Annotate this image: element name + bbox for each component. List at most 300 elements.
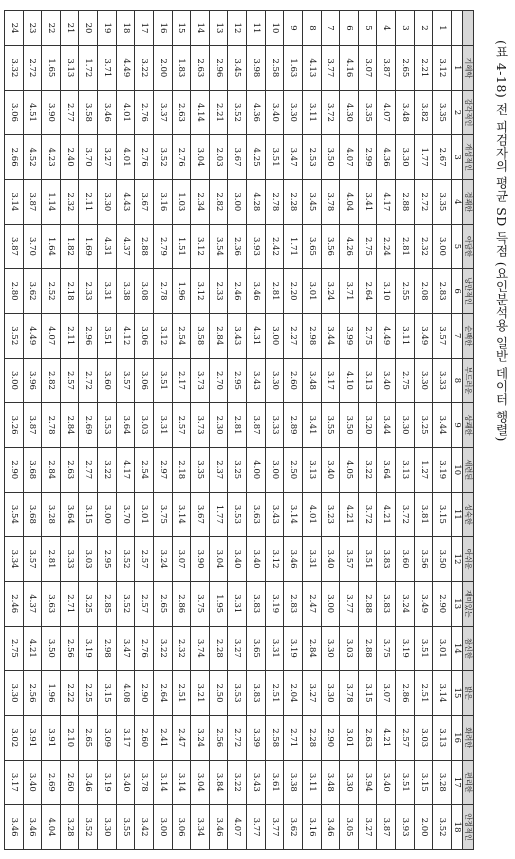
score-cell: 2.88 — [396, 179, 415, 224]
score-cell: 2.72 — [23, 46, 42, 91]
score-cell: 2.84 — [60, 403, 79, 448]
column-number: 15 — [452, 671, 463, 716]
score-cell: 2.84 — [42, 447, 61, 492]
score-cell: 3.77 — [321, 46, 340, 91]
score-cell: 3.50 — [321, 135, 340, 180]
score-cell: 2.52 — [42, 269, 61, 314]
score-cell: 2.51 — [414, 671, 433, 716]
score-cell: 2.58 — [265, 46, 284, 91]
column-label: 아담한 — [463, 224, 474, 269]
score-cell: 3.04 — [209, 537, 228, 582]
score-cell: 3.06 — [172, 805, 191, 850]
score-cell: 3.31 — [154, 403, 173, 448]
score-cell: 2.96 — [209, 46, 228, 91]
score-cell: 3.65 — [303, 224, 322, 269]
score-cell: 2.18 — [60, 269, 79, 314]
score-cell: 2.85 — [98, 581, 117, 626]
score-cell: 3.82 — [414, 90, 433, 135]
column-label: 안정적인 — [463, 805, 474, 850]
score-cell: 3.06 — [135, 313, 154, 358]
score-cell: 3.44 — [377, 403, 396, 448]
score-cell: 3.54 — [5, 492, 24, 537]
score-cell: 3.30 — [5, 671, 24, 716]
score-cell: 2.95 — [98, 537, 117, 582]
column-number: 2 — [452, 90, 463, 135]
score-cell: 3.28 — [60, 805, 79, 850]
score-cell: 2.63 — [191, 46, 210, 91]
score-cell: 3.03 — [414, 715, 433, 760]
column-number: 11 — [452, 492, 463, 537]
score-cell: 3.72 — [321, 90, 340, 135]
score-cell: 3.33 — [265, 403, 284, 448]
score-cell: 3.50 — [340, 403, 359, 448]
score-cell: 2.36 — [228, 224, 247, 269]
score-cell: 3.00 — [228, 179, 247, 224]
score-cell: 3.22 — [98, 447, 117, 492]
score-cell: 2.37 — [209, 447, 228, 492]
score-cell: 1.03 — [172, 179, 191, 224]
score-cell: 2.98 — [303, 313, 322, 358]
header-row-numbers — [452, 11, 463, 850]
score-cell: 2.32 — [172, 626, 191, 671]
score-cell: 3.25 — [228, 447, 247, 492]
score-cell: 3.52 — [5, 313, 24, 358]
score-cell: 2.83 — [284, 581, 303, 626]
score-cell: 2.57 — [172, 403, 191, 448]
score-cell: 3.31 — [303, 537, 322, 582]
score-cell: 3.43 — [228, 313, 247, 358]
column-label: 기혜학 — [463, 46, 474, 91]
column-label: 순백한 — [463, 313, 474, 358]
row-number: 13 — [209, 11, 228, 46]
score-cell: 3.11 — [303, 90, 322, 135]
score-cell: 2.75 — [396, 358, 415, 403]
rotated-table-wrapper — [4, 10, 474, 850]
score-cell: 3.51 — [154, 358, 173, 403]
column-number: 18 — [452, 805, 463, 850]
score-cell: 3.52 — [116, 581, 135, 626]
score-cell: 3.74 — [191, 626, 210, 671]
score-cell: 3.38 — [116, 269, 135, 314]
score-cell: 3.14 — [5, 179, 24, 224]
score-cell: 2.28 — [284, 179, 303, 224]
score-cell: 2.90 — [433, 581, 452, 626]
score-cell: 2.10 — [60, 715, 79, 760]
score-cell: 3.52 — [79, 805, 98, 850]
table-row — [5, 11, 24, 850]
score-cell: 3.96 — [23, 358, 42, 403]
score-cell: 3.16 — [303, 805, 322, 850]
score-cell: 2.78 — [154, 269, 173, 314]
score-cell: 4.37 — [116, 224, 135, 269]
score-cell: 3.33 — [60, 537, 79, 582]
score-cell: 4.21 — [377, 492, 396, 537]
score-cell: 3.46 — [247, 269, 266, 314]
score-cell: 3.03 — [340, 626, 359, 671]
row-number: 20 — [79, 11, 98, 46]
score-cell: 3.35 — [191, 447, 210, 492]
column-number — [452, 11, 463, 46]
score-cell: 4.05 — [340, 447, 359, 492]
score-cell: 2.76 — [135, 626, 154, 671]
table-row — [23, 11, 42, 850]
score-cell: 3.40 — [228, 537, 247, 582]
score-cell: 1.77 — [414, 135, 433, 180]
score-cell: 2.00 — [154, 46, 173, 91]
score-cell: 3.31 — [265, 626, 284, 671]
score-cell: 4.21 — [23, 626, 42, 671]
header-row-labels — [463, 11, 474, 850]
score-cell: 3.73 — [191, 358, 210, 403]
column-number: 4 — [452, 179, 463, 224]
row-number: 16 — [154, 11, 173, 46]
score-cell: 3.83 — [247, 581, 266, 626]
table-row — [433, 11, 452, 850]
score-cell: 3.19 — [433, 447, 452, 492]
score-cell: 3.51 — [414, 626, 433, 671]
row-number: 6 — [340, 11, 359, 46]
score-cell: 2.65 — [154, 581, 173, 626]
score-cell: 3.56 — [414, 537, 433, 582]
score-cell: 1.51 — [172, 224, 191, 269]
score-cell: 4.49 — [23, 313, 42, 358]
score-cell: 2.50 — [284, 447, 303, 492]
score-cell: 3.40 — [265, 90, 284, 135]
score-cell: 3.57 — [23, 537, 42, 582]
score-cell: 3.19 — [265, 581, 284, 626]
score-cell: 3.40 — [321, 537, 340, 582]
score-cell: 2.60 — [135, 715, 154, 760]
score-cell: 3.41 — [303, 403, 322, 448]
score-cell: 3.46 — [79, 760, 98, 805]
column-label: 낭만적인 — [463, 269, 474, 314]
score-cell: 4.01 — [303, 492, 322, 537]
score-cell: 3.70 — [116, 492, 135, 537]
score-cell: 2.72 — [79, 358, 98, 403]
score-cell: 2.75 — [5, 626, 24, 671]
score-cell: 1.14 — [42, 179, 61, 224]
score-cell: 3.24 — [321, 269, 340, 314]
score-cell: 3.06 — [135, 358, 154, 403]
row-number: 18 — [116, 11, 135, 46]
column-number: 3 — [452, 135, 463, 180]
score-cell: 2.78 — [42, 403, 61, 448]
score-cell: 4.07 — [340, 135, 359, 180]
score-cell: 3.77 — [340, 581, 359, 626]
score-cell: 4.16 — [340, 46, 359, 91]
score-cell: 3.46 — [98, 90, 117, 135]
score-cell: 2.50 — [209, 671, 228, 716]
table-row — [377, 11, 396, 850]
score-cell: 2.63 — [172, 90, 191, 135]
score-cell: 2.84 — [209, 313, 228, 358]
score-cell: 2.65 — [79, 715, 98, 760]
score-cell: 3.44 — [321, 313, 340, 358]
score-cell: 2.88 — [358, 626, 377, 671]
score-cell: 3.44 — [433, 403, 452, 448]
score-cell: 3.53 — [228, 492, 247, 537]
score-cell: 3.42 — [135, 805, 154, 850]
score-cell: 4.36 — [377, 135, 396, 180]
score-cell: 3.21 — [191, 671, 210, 716]
score-cell: 3.70 — [79, 135, 98, 180]
score-cell: 1.77 — [209, 492, 228, 537]
score-cell: 2.30 — [209, 403, 228, 448]
row-number: 3 — [396, 11, 415, 46]
score-cell: 2.21 — [209, 90, 228, 135]
score-cell: 2.57 — [60, 358, 79, 403]
score-cell: 2.57 — [135, 537, 154, 582]
score-cell: 2.97 — [154, 447, 173, 492]
score-cell: 3.40 — [247, 537, 266, 582]
score-cell: 3.26 — [5, 403, 24, 448]
score-cell: 2.46 — [5, 581, 24, 626]
score-cell: 3.53 — [98, 403, 117, 448]
score-cell: 2.64 — [154, 671, 173, 716]
score-cell: 3.02 — [5, 715, 24, 760]
score-cell: 3.41 — [358, 179, 377, 224]
row-number: 7 — [321, 11, 340, 46]
score-cell: 2.77 — [60, 90, 79, 135]
score-cell: 3.71 — [340, 269, 359, 314]
column-label: 편리한 — [463, 760, 474, 805]
score-cell: 3.51 — [265, 135, 284, 180]
score-cell: 2.66 — [5, 135, 24, 180]
score-cell: 3.55 — [116, 805, 135, 850]
score-cell: 3.51 — [396, 760, 415, 805]
score-cell: 3.57 — [116, 358, 135, 403]
score-cell: 4.49 — [377, 313, 396, 358]
score-cell: 3.27 — [358, 805, 377, 850]
score-cell: 2.80 — [5, 269, 24, 314]
score-cell: 2.98 — [98, 626, 117, 671]
score-cell: 3.77 — [247, 805, 266, 850]
score-cell: 4.04 — [340, 179, 359, 224]
column-number: 6 — [452, 269, 463, 314]
score-cell: 4.31 — [247, 313, 266, 358]
score-cell: 3.64 — [60, 492, 79, 537]
score-cell: 2.76 — [135, 135, 154, 180]
score-cell: 2.32 — [414, 224, 433, 269]
score-cell: 3.30 — [396, 403, 415, 448]
row-number: 10 — [265, 11, 284, 46]
column-number: 17 — [452, 760, 463, 805]
score-cell: 3.15 — [98, 671, 117, 716]
score-cell: 3.49 — [414, 581, 433, 626]
score-cell: 2.25 — [79, 671, 98, 716]
column-label: 밝은 — [463, 671, 474, 716]
score-cell: 2.96 — [79, 313, 98, 358]
score-cell: 3.61 — [265, 760, 284, 805]
score-cell: 3.40 — [23, 760, 42, 805]
table-row — [98, 11, 117, 850]
score-cell: 4.21 — [340, 492, 359, 537]
score-cell: 3.12 — [191, 224, 210, 269]
column-label: 재미있는 — [463, 581, 474, 626]
score-cell: 2.51 — [172, 671, 191, 716]
column-label: 세련된 — [463, 447, 474, 492]
score-cell: 3.14 — [172, 492, 191, 537]
score-cell: 3.51 — [358, 537, 377, 582]
score-cell: 3.03 — [79, 537, 98, 582]
score-cell: 4.30 — [340, 90, 359, 135]
score-cell: 3.48 — [321, 760, 340, 805]
column-label: 아쉬운 — [463, 537, 474, 582]
score-cell: 4.31 — [98, 224, 117, 269]
score-cell: 3.19 — [79, 626, 98, 671]
score-cell: 2.11 — [60, 313, 79, 358]
score-cell: 3.45 — [228, 46, 247, 91]
score-cell: 3.16 — [154, 179, 173, 224]
score-cell: 2.63 — [358, 715, 377, 760]
column-number: 16 — [452, 715, 463, 760]
column-number: 8 — [452, 358, 463, 403]
score-cell: 4.01 — [116, 135, 135, 180]
table-row — [209, 11, 228, 850]
row-number: 14 — [191, 11, 210, 46]
score-cell: 3.07 — [377, 671, 396, 716]
column-label: 상쾌한 — [463, 403, 474, 448]
score-cell: 3.01 — [433, 626, 452, 671]
table-row — [191, 11, 210, 850]
score-cell: 2.51 — [265, 671, 284, 716]
score-cell: 3.87 — [23, 403, 42, 448]
score-cell: 3.07 — [358, 46, 377, 91]
score-cell: 3.15 — [358, 671, 377, 716]
score-cell: 4.26 — [340, 224, 359, 269]
score-cell: 3.40 — [321, 447, 340, 492]
score-cell: 2.03 — [209, 135, 228, 180]
score-cell: 3.98 — [247, 46, 266, 91]
score-cell: 3.19 — [98, 760, 117, 805]
score-cell: 2.60 — [60, 760, 79, 805]
score-cell: 3.12 — [154, 313, 173, 358]
score-cell: 3.03 — [135, 403, 154, 448]
score-cell: 2.40 — [60, 135, 79, 180]
column-label: 성숙한 — [463, 492, 474, 537]
score-cell: 2.24 — [377, 224, 396, 269]
score-cell: 3.57 — [340, 537, 359, 582]
score-cell: 3.56 — [321, 224, 340, 269]
score-cell: 2.76 — [135, 90, 154, 135]
score-cell: 3.15 — [433, 492, 452, 537]
score-cell: 2.71 — [284, 715, 303, 760]
score-cell: 3.90 — [42, 90, 61, 135]
score-cell: 2.75 — [358, 313, 377, 358]
score-cell: 2.88 — [358, 581, 377, 626]
score-cell: 2.33 — [79, 269, 98, 314]
score-cell: 1.71 — [284, 224, 303, 269]
score-cell: 3.91 — [23, 715, 42, 760]
row-number: 21 — [60, 11, 79, 46]
score-cell: 3.28 — [42, 492, 61, 537]
column-label: 개성적인 — [463, 135, 474, 180]
score-cell: 2.47 — [172, 715, 191, 760]
score-cell: 3.99 — [340, 313, 359, 358]
table-row — [172, 11, 191, 850]
score-cell: 2.65 — [396, 46, 415, 91]
score-cell: 2.90 — [321, 715, 340, 760]
score-cell: 3.30 — [414, 358, 433, 403]
row-number: 22 — [42, 11, 61, 46]
score-cell: 3.30 — [321, 626, 340, 671]
score-cell: 2.20 — [284, 269, 303, 314]
score-cell: 3.93 — [247, 224, 266, 269]
score-cell: 3.54 — [209, 224, 228, 269]
score-cell: 3.58 — [79, 90, 98, 135]
score-cell: 3.87 — [5, 224, 24, 269]
score-cell: 2.42 — [265, 224, 284, 269]
score-cell: 3.60 — [98, 358, 117, 403]
score-cell: 2.81 — [265, 269, 284, 314]
score-cell: 4.00 — [247, 447, 266, 492]
score-cell: 3.37 — [154, 90, 173, 135]
score-cell: 4.08 — [116, 671, 135, 716]
score-cell: 3.58 — [191, 313, 210, 358]
score-cell: 2.46 — [228, 269, 247, 314]
score-cell: 2.89 — [284, 403, 303, 448]
score-cell: 3.24 — [154, 537, 173, 582]
score-cell: 4.17 — [116, 447, 135, 492]
score-cell: 2.32 — [60, 179, 79, 224]
score-cell: 2.57 — [135, 581, 154, 626]
table-row — [116, 11, 135, 850]
score-cell: 3.71 — [98, 46, 117, 91]
score-cell: 3.00 — [5, 358, 24, 403]
score-cell: 3.72 — [358, 492, 377, 537]
score-cell: 3.17 — [116, 715, 135, 760]
score-cell: 3.14 — [154, 760, 173, 805]
score-cell: 2.08 — [414, 269, 433, 314]
score-cell: 3.12 — [191, 269, 210, 314]
table-row — [60, 11, 79, 850]
score-cell: 3.11 — [303, 760, 322, 805]
score-cell: 3.01 — [340, 715, 359, 760]
score-cell: 4.07 — [377, 90, 396, 135]
score-cell: 3.06 — [5, 90, 24, 135]
score-cell: 2.70 — [209, 358, 228, 403]
score-cell: 3.13 — [303, 447, 322, 492]
table-row — [247, 11, 266, 850]
score-cell: 3.77 — [265, 805, 284, 850]
score-cell: 3.22 — [135, 46, 154, 91]
score-cell: 2.99 — [358, 135, 377, 180]
row-number: 2 — [414, 11, 433, 46]
score-cell: 1.96 — [172, 269, 191, 314]
score-cell: 3.00 — [265, 313, 284, 358]
score-cell: 3.17 — [5, 760, 24, 805]
score-cell: 1.96 — [42, 671, 61, 716]
table-row — [135, 11, 154, 850]
score-cell: 3.11 — [396, 313, 415, 358]
row-number: 24 — [5, 11, 24, 46]
score-cell: 2.88 — [135, 224, 154, 269]
score-cell: 1.82 — [60, 224, 79, 269]
score-cell: 2.27 — [284, 313, 303, 358]
score-cell: 3.38 — [284, 760, 303, 805]
score-cell: 2.71 — [60, 581, 79, 626]
score-cell: 2.86 — [396, 671, 415, 716]
score-cell: 3.00 — [433, 224, 452, 269]
score-cell: 2.60 — [284, 358, 303, 403]
table-row — [340, 11, 359, 850]
score-cell: 3.43 — [247, 760, 266, 805]
score-cell: 2.34 — [191, 179, 210, 224]
score-cell: 2.54 — [172, 313, 191, 358]
score-cell: 3.87 — [23, 179, 42, 224]
column-number: 12 — [452, 537, 463, 582]
score-cell: 3.23 — [321, 492, 340, 537]
